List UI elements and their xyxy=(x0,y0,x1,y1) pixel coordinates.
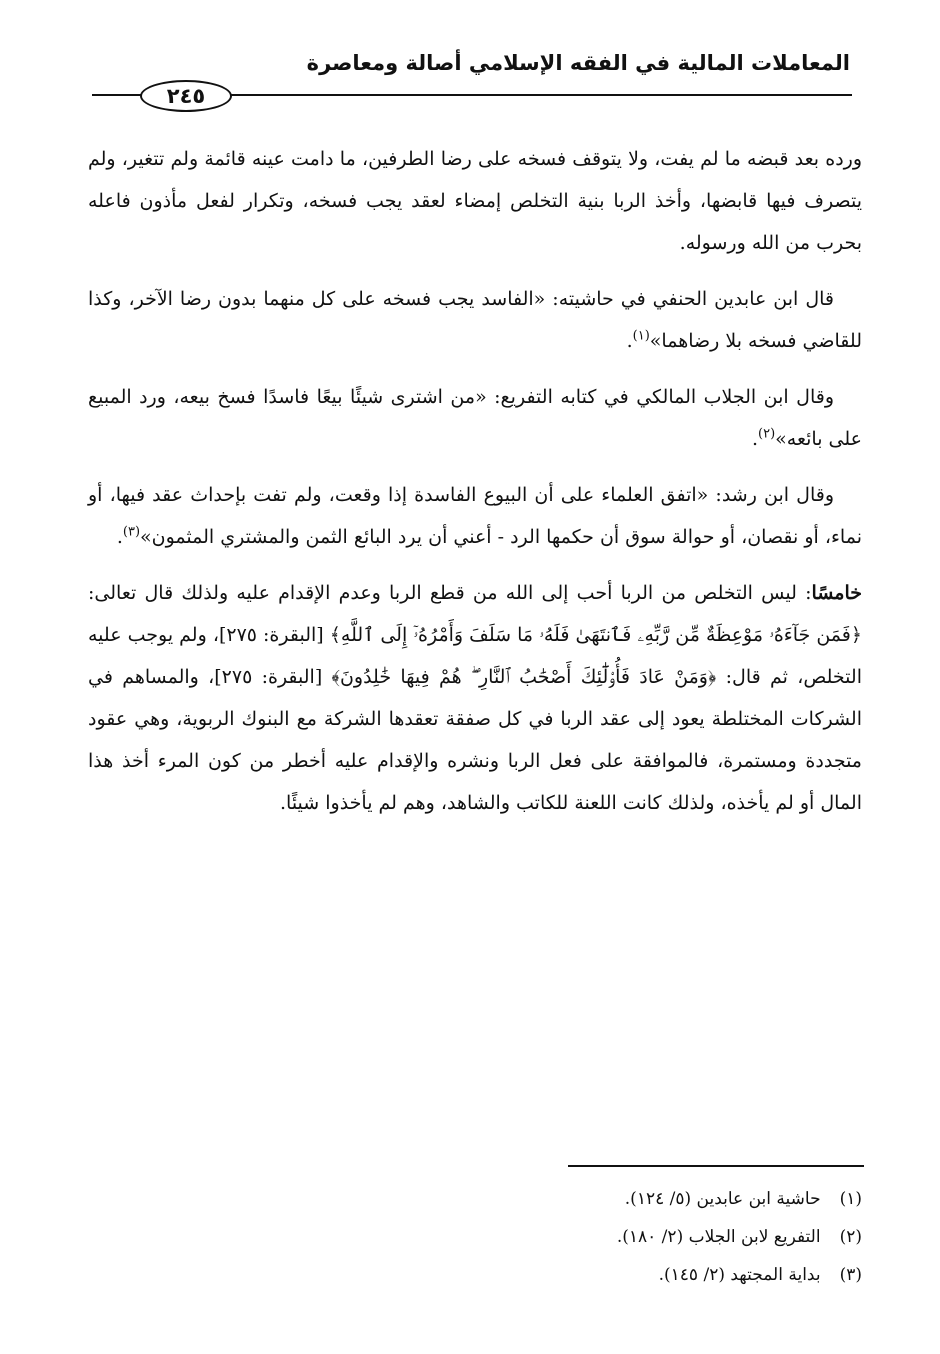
footnote-1 xyxy=(162,1180,862,1218)
paragraph-5: خامسًا: ليس التخلص من الربا أحب إلى الله من قطع الربا وعدم الإقدام عليه ولذلك قال تعالى: ﴿فَمَن جَآءَهُۥ مَوْعِظَةٌ مِّن رَّبِّهِۦ فَٱنتَهَىٰ فَلَهُۥ مَا سَلَفَ وَأَمْرُهُۥٓ إِلَى ٱللَّهِ﴾ [البقرة: ٢٧٥]، ولم يوجب عليه التخلص، ثم قال: ﴿وَمَنْ عَادَ فَأُو۟لَٰٓئِكَ أَصْحَٰبُ ٱلنَّارِ ۖ هُمْ فِيهَا خَٰلِدُونَ﴾ [البقرة: ٢٧٥]، والمساهم في الشركات المختلطة يعود إلى عقد الربا في كل صفقة تعقدها الشركة مع البنوك الربوية، وهي عقود متجددة ومستمرة، فالموافقة على فعل الربا ونشره والإقدام عليه أخطر من كون المرء أخذ هذا المال أو لم يأخذه، ولذلك كانت اللعنة للكاتب والشاهد، وهم لم يأخذوا شيئًا. xyxy=(88,582,862,814)
footnote-ref-1[interactable]: (١) xyxy=(632,328,650,344)
footnote-separator xyxy=(568,1165,864,1167)
footnote-text: التفريع لابن الجلاب (٢/ ١٨٠). xyxy=(616,1227,821,1247)
footnotes xyxy=(162,1180,862,1294)
footnote-number: (٢) xyxy=(839,1227,862,1247)
footnote-3 xyxy=(162,1256,862,1294)
footnote-number: (١) xyxy=(839,1189,862,1209)
footnote-text: بداية المجتهد (٢/ ١٤٥). xyxy=(658,1265,821,1285)
footnote-text: حاشية ابن عابدين (٥/ ١٢٤). xyxy=(624,1189,821,1209)
paragraph-1: ورده بعد قبضه ما لم يفت، ولا يتوقف فسخه على رضا الطرفين، ما دامت عينه قائمة ولم تتغير، ولم يتصرف فيها قابضها، وأخذ الربا بنية التخلص إمضاء لعقد يجب فسخه، وتكرار لفعل مأذون فاعله بحرب من الله ورسوله. xyxy=(88,148,862,254)
paragraph-4: وقال ابن رشد: «اتفق العلماء على أن البيوع الفاسدة إذا وقعت، ولم تفت بإحداث عقد فيها، أو نماء، أو نقصان، أو حوالة سوق أن حكمها الرد - أعني أن يرد البائع الثمن والمشتري المثمون»$^{(٣)}$. xyxy=(88,484,862,548)
page-number-text: ٢٤٥ xyxy=(166,84,206,108)
paragraph-2: قال ابن عابدين الحنفي في حاشيته: «الفاسد يجب فسخه على كل منهما بدون رضا الآخر، وكذا للقاضي فسخه بلا رضاهما»$^{(١)}$. xyxy=(88,288,862,352)
footnote-ref-2[interactable]: (٢) xyxy=(758,426,776,442)
page-number xyxy=(140,80,232,112)
main-text xyxy=(88,138,862,838)
paragraph-3: وقال ابن الجلاب المالكي في كتابه التفريع: «من اشترى شيئًا بيعًا فاسدًا فسخ بيعه، ورد المبيع على بائعه»$^{(٢)}$. xyxy=(88,386,862,450)
footnote-number: (٣) xyxy=(839,1265,862,1285)
running-header: المعاملات المالية في الفقه الإسلامي أصالة ومعاصرة xyxy=(306,51,850,75)
footnote-2 xyxy=(162,1218,862,1256)
section-lead-word: خامسًا xyxy=(811,582,862,604)
footnote-ref-3[interactable]: (٣) xyxy=(122,524,141,540)
